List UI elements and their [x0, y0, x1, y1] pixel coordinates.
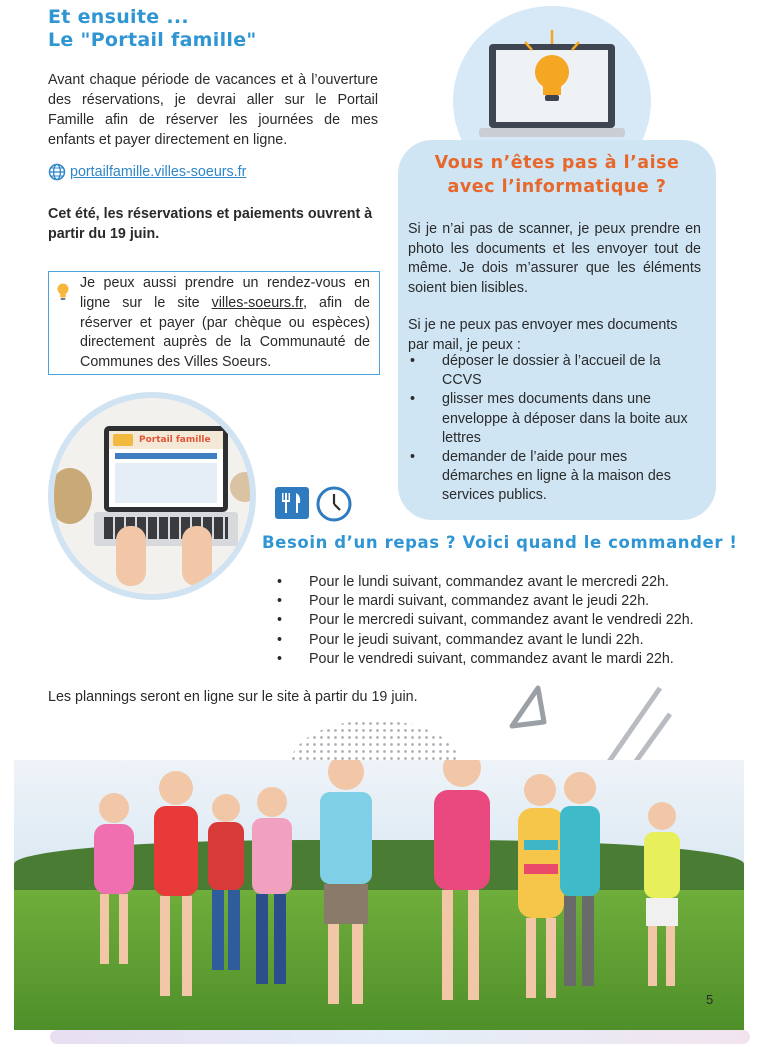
- child-figure: [208, 794, 244, 970]
- help-list-item: • demander de l’aide pour mes démarches en ligne à la maison des services publics.: [408, 448, 688, 506]
- child-figure: [252, 787, 292, 984]
- section-title: [48, 6, 257, 52]
- meal-list-item: • Pour le mardi suivant, commandez avant le jeudi 22h.: [275, 592, 735, 611]
- meal-list-item: • Pour le vendredi suivant, commandez avant le mardi 22h.: [275, 650, 735, 669]
- meal-list-item: • Pour le lundi suivant, commandez avant le mercredi 22h.: [275, 573, 735, 592]
- help-title-line-2: avec l’informatique ?: [447, 177, 667, 197]
- meal-title: Besoin d’un repas ? Voici quand le commander !: [262, 533, 738, 552]
- portal-banner: [109, 431, 223, 449]
- title-line-2: Le "Portail famille": [48, 29, 257, 51]
- child-figure: [94, 793, 134, 964]
- coffee-cup-decoration: [230, 472, 250, 502]
- left-hand: [116, 526, 146, 586]
- tip-box: [48, 271, 380, 375]
- portal-link[interactable]: portailfamille.villes-soeurs.fr: [70, 164, 247, 180]
- help-title-line-1: Vous n’êtes pas à l’aise: [434, 153, 680, 173]
- clock-icon: [316, 486, 352, 522]
- portal-link-row[interactable]: [48, 162, 246, 182]
- child-figure: [518, 774, 564, 998]
- help-list-item: • glisser mes documents dans une enveloppe à déposer dans la boite aux lettres: [408, 390, 688, 448]
- portal-logo: [113, 434, 133, 446]
- child-figure: [434, 760, 490, 1000]
- help-list: [408, 352, 688, 506]
- laptop-photo-frame: [48, 392, 256, 600]
- laptop-screen: [104, 426, 228, 512]
- meal-list-item: • Pour le mercredi suivant, commandez avant le vendredi 22h.: [275, 611, 735, 630]
- lightbulb-icon: [55, 282, 71, 302]
- help-title: [398, 151, 716, 199]
- page-number: 5: [706, 992, 714, 1007]
- help-paragraph-2: Si je ne peux pas envoyer mes documents par mail, je peux :: [408, 317, 678, 353]
- tip-site-link[interactable]: villes-soeurs.fr,: [211, 294, 307, 311]
- portal-brand: Portail famille: [139, 435, 211, 445]
- cutlery-icon: [275, 487, 309, 519]
- children-figures: [14, 760, 744, 1030]
- child-figure: [154, 771, 198, 996]
- tip-text: [80, 274, 370, 373]
- children-photo: [14, 760, 744, 1030]
- basket-decoration: [54, 468, 92, 524]
- booking-notice: Cet été, les réservations et paiements ouvrent à partir du 19 juin.: [48, 206, 373, 242]
- child-figure: [320, 760, 372, 1004]
- help-list-item: • déposer le dossier à l’accueil de la CCVS: [408, 352, 688, 390]
- portal-content: [115, 463, 217, 503]
- laptop-photo: [54, 398, 250, 594]
- plannings-note: Les plannings seront en ligne sur le site à partir du 19 juin.: [48, 689, 418, 705]
- globe-icon: [48, 163, 66, 181]
- tip-text-end: afin de réserver et payer (par chèque ou espèces) directement auprès de la Communauté de Communes des Villes Soeurs.: [80, 294, 370, 371]
- intro-paragraph: Avant chaque période de vacances et à l’ouverture des réservations, je devrai aller sur le Portail Famille afin de réserver les journées de mes enfants et payer directement en ligne.: [48, 72, 378, 148]
- portal-screen: [109, 431, 223, 507]
- help-paragraph-1: Si je n’ai pas de scanner, je peux prendre en photo les documents et les envoyer tout de même. Je dois m’assurer que les éléments soient bien lisibles.: [408, 221, 701, 296]
- portal-nav-bar: [115, 453, 217, 459]
- meal-list-item: • Pour le jeudi suivant, commandez avant le lundi 22h.: [275, 631, 735, 650]
- help-box: [398, 140, 716, 520]
- right-hand: [182, 526, 212, 586]
- cutlery-icon-glyph: [275, 487, 309, 519]
- child-figure: [644, 802, 680, 986]
- bottom-decorative-strip: [50, 1030, 750, 1044]
- child-figure: [560, 772, 600, 986]
- tip-text-start: Je peux aussi prendre un rendez-vous en ligne sur le site: [80, 275, 370, 311]
- meal-list: [275, 573, 735, 669]
- title-line-1: Et ensuite ...: [48, 6, 189, 28]
